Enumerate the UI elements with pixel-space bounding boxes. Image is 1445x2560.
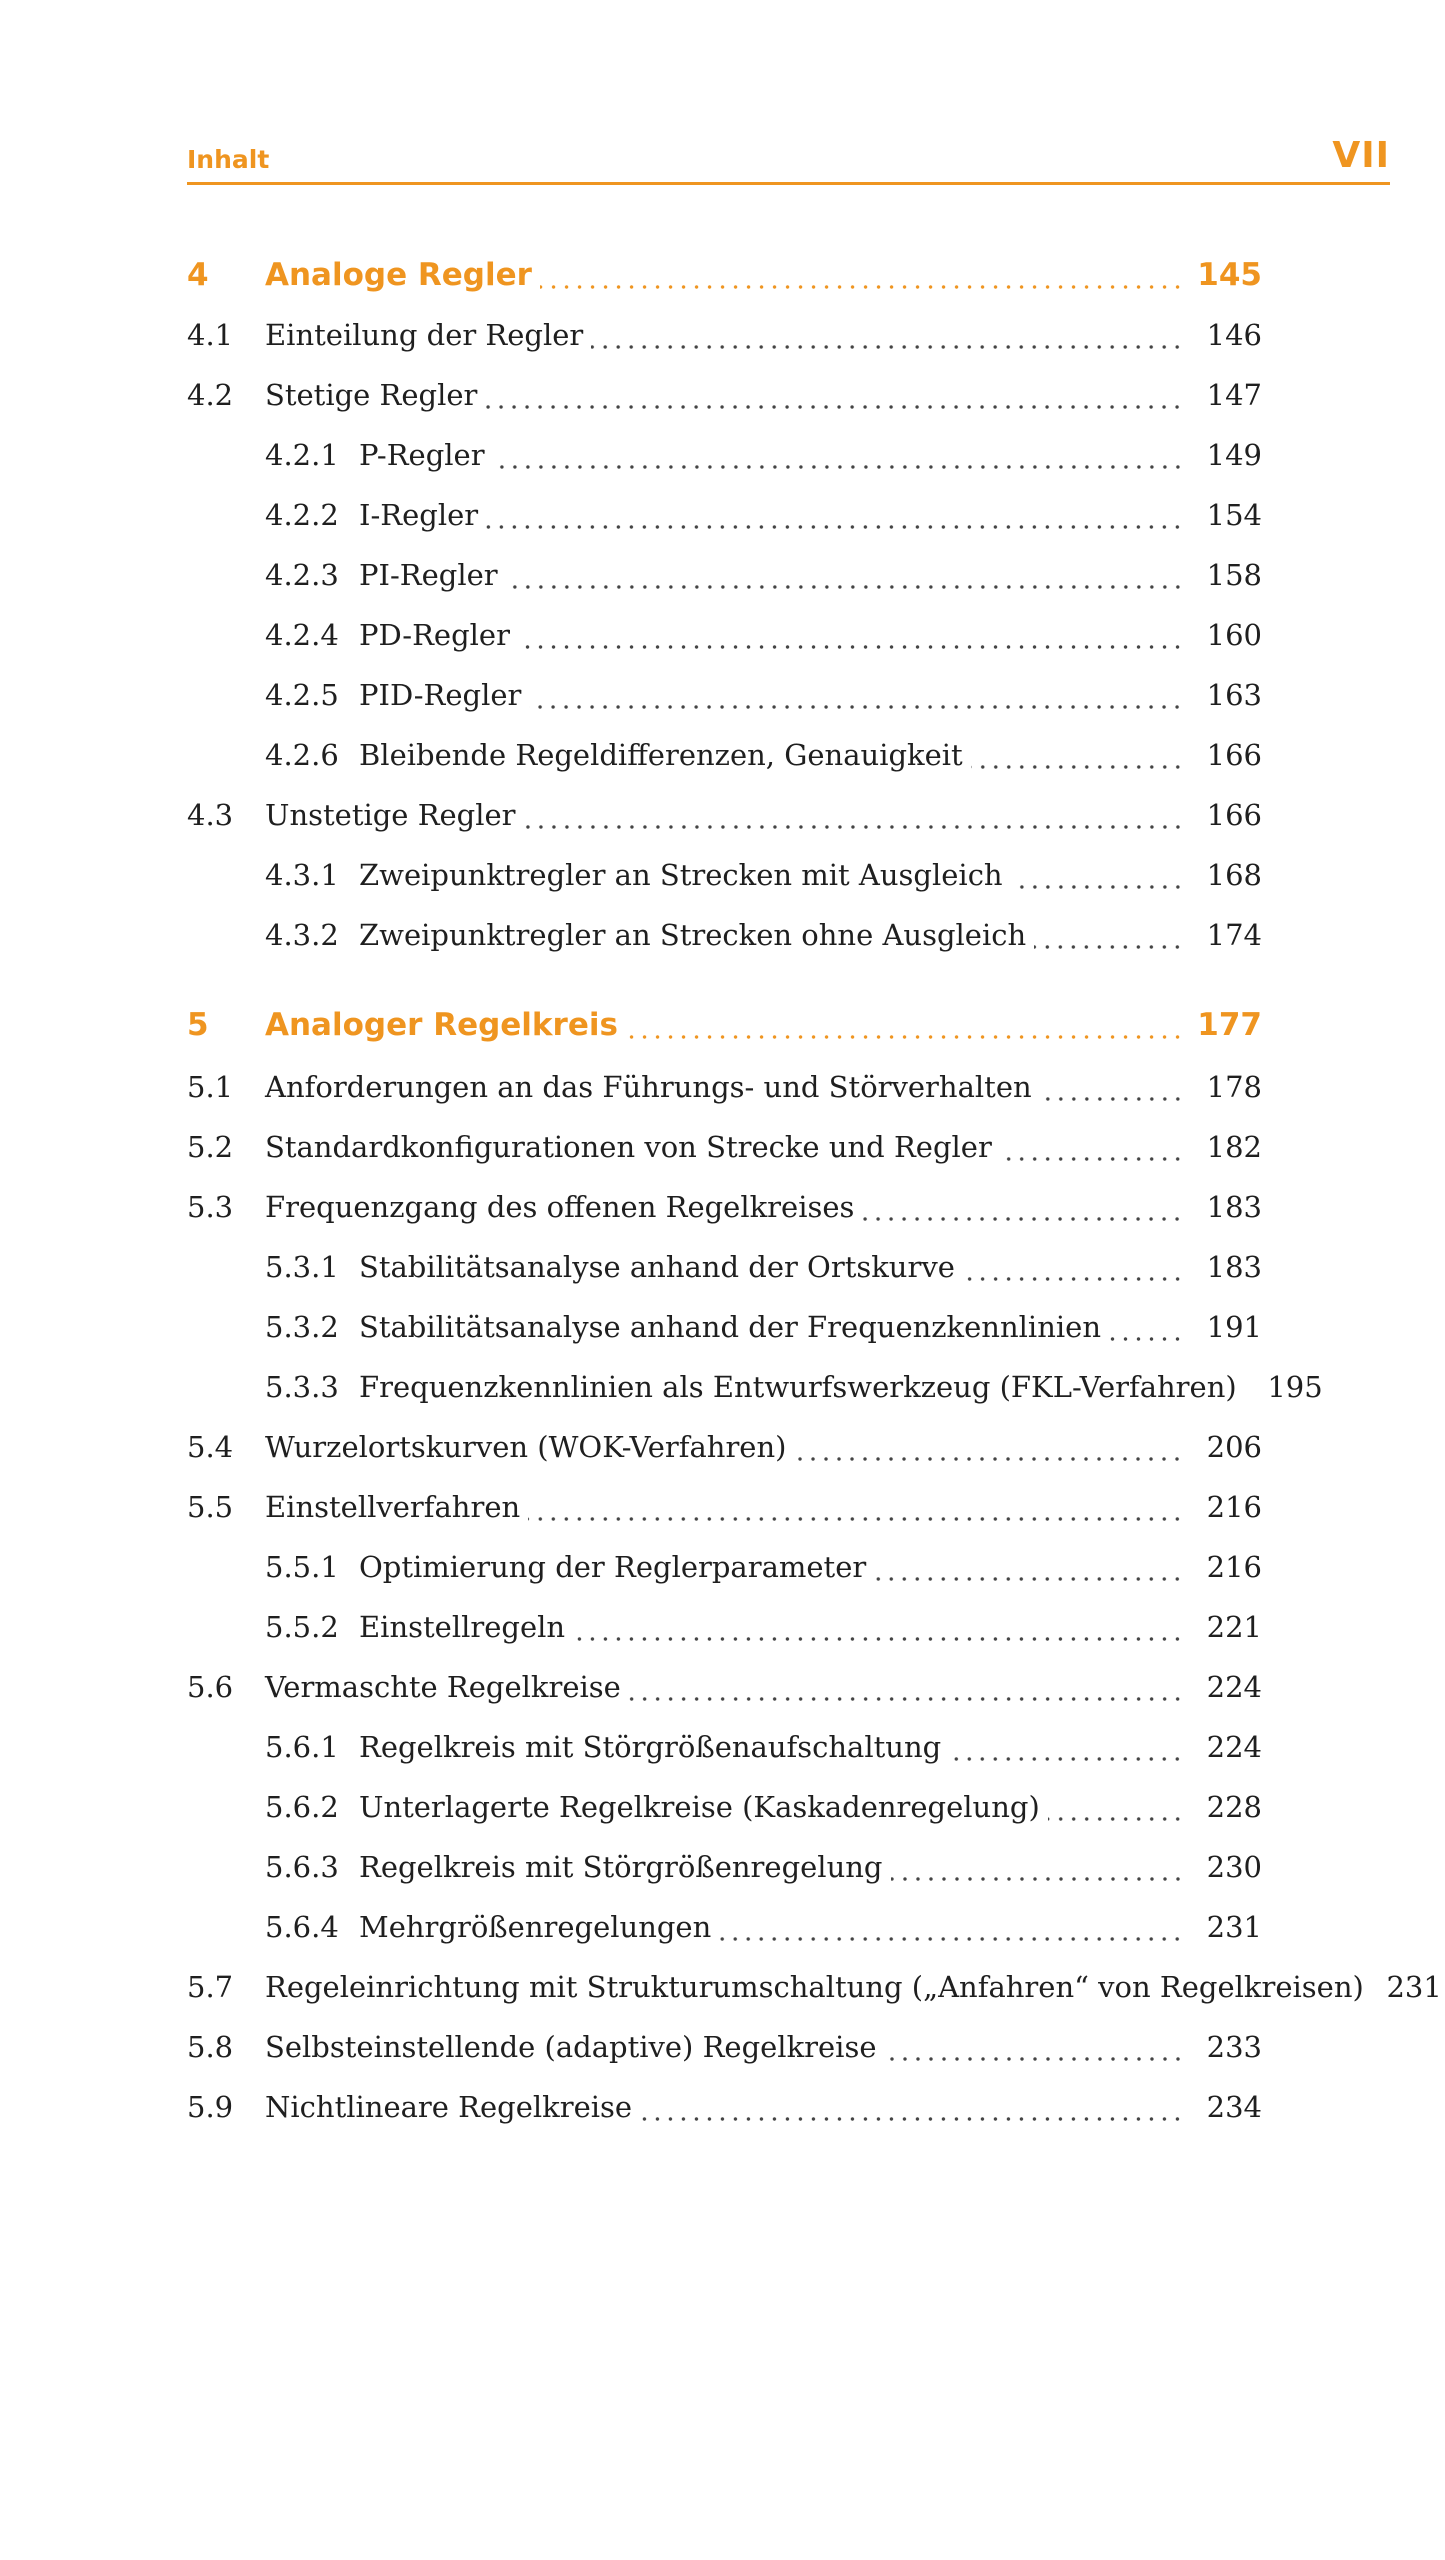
dot-leader: [591, 324, 1184, 354]
toc-entry-page: 154: [1206, 498, 1262, 532]
toc-entry-number: 5: [187, 1007, 209, 1043]
toc-entry[interactable]: [187, 490, 1262, 540]
toc-entry[interactable]: [187, 310, 1262, 360]
toc-entry[interactable]: [187, 910, 1262, 960]
toc-entry-page: 166: [1206, 798, 1262, 832]
toc-entry-page: 230: [1206, 1850, 1262, 1884]
toc-entry[interactable]: [187, 1122, 1262, 1172]
toc-entry[interactable]: [187, 670, 1262, 720]
toc-entry-title: Einstellregeln: [359, 1610, 566, 1644]
toc-entry[interactable]: [187, 1362, 1323, 1412]
toc-entry-title: Mehrgrößenregelungen: [359, 1910, 712, 1944]
dot-leader: [626, 1014, 1184, 1044]
dot-leader: [1011, 864, 1184, 894]
toc-entry[interactable]: [187, 610, 1262, 660]
toc-entry-title: Zweipunktregler an Strecken mit Ausgleich: [359, 858, 1003, 892]
toc-entry-number: 5.6.4: [265, 1910, 339, 1944]
toc-entry-number: 5.6.3: [265, 1850, 339, 1884]
toc-entry-page: 216: [1206, 1550, 1262, 1584]
dot-leader: [486, 504, 1184, 534]
toc-entry-title: Unstetige Regler: [265, 798, 516, 832]
toc-entry-number: 5.5: [187, 1490, 234, 1524]
toc-entry-title: Frequenzkennlinien als Entwurfswerkzeug (FKL-Verfahren): [359, 1370, 1237, 1404]
toc-entry-page: 233: [1206, 2030, 1262, 2064]
toc-entry[interactable]: [187, 370, 1262, 420]
toc-entry-page: 234: [1206, 2090, 1262, 2124]
toc-entry-title: Bleibende Regeldifferenzen, Genauigkeit: [359, 738, 963, 772]
toc-entry-title: PD-Regler: [359, 618, 510, 652]
toc-entry-number: 5.3.2: [265, 1310, 339, 1344]
toc-entry-page: 160: [1206, 618, 1262, 652]
toc-entry[interactable]: [187, 1542, 1262, 1592]
dot-leader: [640, 2096, 1184, 2126]
toc-entry-page: 178: [1206, 1070, 1262, 1104]
toc-entry-title: Regelkreis mit Störgrößenaufschaltung: [359, 1730, 942, 1764]
toc-entry-page: 149: [1206, 438, 1262, 472]
toc-entry-page: 195: [1267, 1370, 1323, 1404]
toc-entry-title: Unterlagerte Regelkreise (Kaskadenregelung): [359, 1790, 1040, 1824]
toc-entry-number: 4: [187, 257, 209, 293]
toc-entry-number: 4.2: [187, 378, 234, 412]
dot-leader: [629, 1676, 1184, 1706]
toc-entry-number: 5.6.2: [265, 1790, 339, 1824]
toc-entry[interactable]: [187, 1242, 1262, 1292]
toc-entry-page: 224: [1206, 1670, 1262, 1704]
toc-entry-title: Stabilitätsanalyse anhand der Ortskurve: [359, 1250, 955, 1284]
dot-leader: [891, 1856, 1184, 1886]
dot-leader: [1034, 924, 1184, 954]
toc-entry-page: 182: [1206, 1130, 1262, 1164]
toc-entry-title: Optimierung der Reglerparameter: [359, 1550, 867, 1584]
toc-entry-number: 4.2.2: [265, 498, 339, 532]
toc-entry-number: 5.6: [187, 1670, 234, 1704]
toc-entry-number: 4.2.4: [265, 618, 339, 652]
dot-leader: [573, 1616, 1184, 1646]
toc-entry-page: 183: [1206, 1250, 1262, 1284]
toc-entry-number: 5.5.1: [265, 1550, 339, 1584]
dot-leader: [1040, 1076, 1184, 1106]
toc-entry-number: 5.5.2: [265, 1610, 339, 1644]
toc-entry[interactable]: [187, 2082, 1262, 2132]
toc-entry-title: Einstellverfahren: [265, 1490, 521, 1524]
dot-leader: [794, 1436, 1184, 1466]
toc-entry[interactable]: [187, 1062, 1262, 1112]
dot-leader: [529, 684, 1184, 714]
toc-entry-number: 5.1: [187, 1070, 234, 1104]
toc-entry-number: 4.3: [187, 798, 234, 832]
dot-leader: [528, 1496, 1184, 1526]
toc-entry-page: 221: [1206, 1610, 1262, 1644]
dot-leader: [885, 2036, 1185, 2066]
toc-entry[interactable]: [187, 1902, 1262, 1952]
dot-leader: [1048, 1796, 1184, 1826]
toc-entry-title: Zweipunktregler an Strecken ohne Ausgleich: [359, 918, 1027, 952]
toc-entry-title: PID-Regler: [359, 678, 522, 712]
toc-entry-page: 228: [1206, 1790, 1262, 1824]
toc-entry[interactable]: [187, 1422, 1262, 1472]
toc-entry-page: 145: [1197, 257, 1262, 293]
toc-entry[interactable]: [187, 730, 1262, 780]
toc-entry[interactable]: [187, 430, 1262, 480]
toc-entry-number: 4.1: [187, 318, 234, 352]
toc-entry-title: Selbsteinstellende (adaptive) Regelkreise: [265, 2030, 877, 2064]
toc-entry-number: 5.3.1: [265, 1250, 339, 1284]
toc-entry-title: Stetige Regler: [265, 378, 478, 412]
toc-entry-title: I-Regler: [359, 498, 479, 532]
toc-entry[interactable]: [187, 1482, 1262, 1532]
dot-leader: [874, 1556, 1184, 1586]
toc-entry[interactable]: [187, 2022, 1262, 2072]
toc-entry-page: 206: [1206, 1430, 1262, 1464]
toc-entry-page: 163: [1206, 678, 1262, 712]
dot-leader: [485, 384, 1184, 414]
toc-entry-number: 5.8: [187, 2030, 234, 2064]
toc-entry-number: 4.3.1: [265, 858, 339, 892]
toc-entry[interactable]: [187, 1662, 1262, 1712]
toc-entry[interactable]: [187, 850, 1262, 900]
toc-entry-page: 191: [1206, 1310, 1262, 1344]
dot-leader: [524, 804, 1184, 834]
dot-leader: [540, 264, 1184, 294]
toc-entry[interactable]: [187, 1782, 1262, 1832]
toc-entry-number: 5.3: [187, 1190, 234, 1224]
dot-leader: [518, 624, 1184, 654]
dot-leader: [1000, 1136, 1184, 1166]
toc-entry-page: 174: [1206, 918, 1262, 952]
toc-entry-number: 4.3.2: [265, 918, 339, 952]
toc-entry[interactable]: [187, 1302, 1262, 1352]
dot-leader: [963, 1256, 1184, 1286]
toc-entry-page: 216: [1206, 1490, 1262, 1524]
toc-entry-title: Frequenzgang des offenen Regelkreises: [265, 1190, 855, 1224]
dot-leader: [506, 564, 1184, 594]
toc-entry-page: 166: [1206, 738, 1262, 772]
toc-entry-number: 5.9: [187, 2090, 234, 2124]
toc-entry-page: 231: [1386, 1970, 1442, 2004]
toc-entry-title: Anforderungen an das Führungs- und Störverhalten: [265, 1070, 1032, 1104]
dot-leader: [862, 1196, 1184, 1226]
toc-entry-title: Analoge Regler: [265, 257, 532, 293]
toc-entry-title: PI-Regler: [359, 558, 498, 592]
toc-entry-number: 5.6.1: [265, 1730, 339, 1764]
toc-entry-page: 177: [1197, 1007, 1262, 1043]
toc-entry-page: 231: [1206, 1910, 1262, 1944]
toc-entry-page: 183: [1206, 1190, 1262, 1224]
toc-entry-number: 4.2.5: [265, 678, 339, 712]
running-header: [187, 130, 1390, 185]
toc-entry-page: 168: [1206, 858, 1262, 892]
toc-entry-title: Regelkreis mit Störgrößenregelung: [359, 1850, 883, 1884]
toc-entry-number: 5.7: [187, 1970, 234, 2004]
toc-entry[interactable]: [187, 1962, 1442, 2012]
toc-entry-title: Wurzelortskurven (WOK-Verfahren): [265, 1430, 787, 1464]
header-section-title: Inhalt: [187, 145, 270, 174]
toc-entry-number: 4.2.1: [265, 438, 339, 472]
toc-entry-title: Einteilung der Regler: [265, 318, 584, 352]
dot-leader: [971, 744, 1184, 774]
toc-entry-page: 147: [1206, 378, 1262, 412]
toc-entry-title: Vermaschte Regelkreise: [265, 1670, 621, 1704]
toc-entry-title: Regeleinrichtung mit Strukturumschaltung („Anfahren“ von Regelkreisen): [265, 1970, 1364, 2004]
toc-entry-title: P-Regler: [359, 438, 485, 472]
toc-chapter-entry[interactable]: [187, 250, 1262, 300]
toc-entry-title: Analoger Regelkreis: [265, 1007, 618, 1043]
toc-entry-page: 158: [1206, 558, 1262, 592]
toc-entry[interactable]: [187, 1722, 1262, 1772]
toc-entry-number: 5.3.3: [265, 1370, 339, 1404]
toc-entry-number: 5.4: [187, 1430, 234, 1464]
toc-entry[interactable]: [187, 1842, 1262, 1892]
header-page-number: VII: [1332, 135, 1390, 176]
dot-leader: [1109, 1316, 1184, 1346]
toc-entry-page: 224: [1206, 1730, 1262, 1764]
toc-entry[interactable]: [187, 1602, 1262, 1652]
toc-chapter-entry[interactable]: [187, 1000, 1262, 1050]
toc-entry[interactable]: [187, 790, 1262, 840]
dot-leader: [949, 1736, 1184, 1766]
toc-entry-number: 4.2.3: [265, 558, 339, 592]
toc-entry[interactable]: [187, 550, 1262, 600]
toc-entry-title: Nichtlineare Regelkreise: [265, 2090, 633, 2124]
toc-entry-page: 146: [1206, 318, 1262, 352]
toc-entry-number: 5.2: [187, 1130, 234, 1164]
dot-leader: [719, 1916, 1184, 1946]
toc-entry[interactable]: [187, 1182, 1262, 1232]
dot-leader: [493, 444, 1184, 474]
toc-entry-title: Standardkonfigurationen von Strecke und Regler: [265, 1130, 992, 1164]
toc-entry-title: Stabilitätsanalyse anhand der Frequenzkennlinien: [359, 1310, 1101, 1344]
toc-entry-number: 4.2.6: [265, 738, 339, 772]
